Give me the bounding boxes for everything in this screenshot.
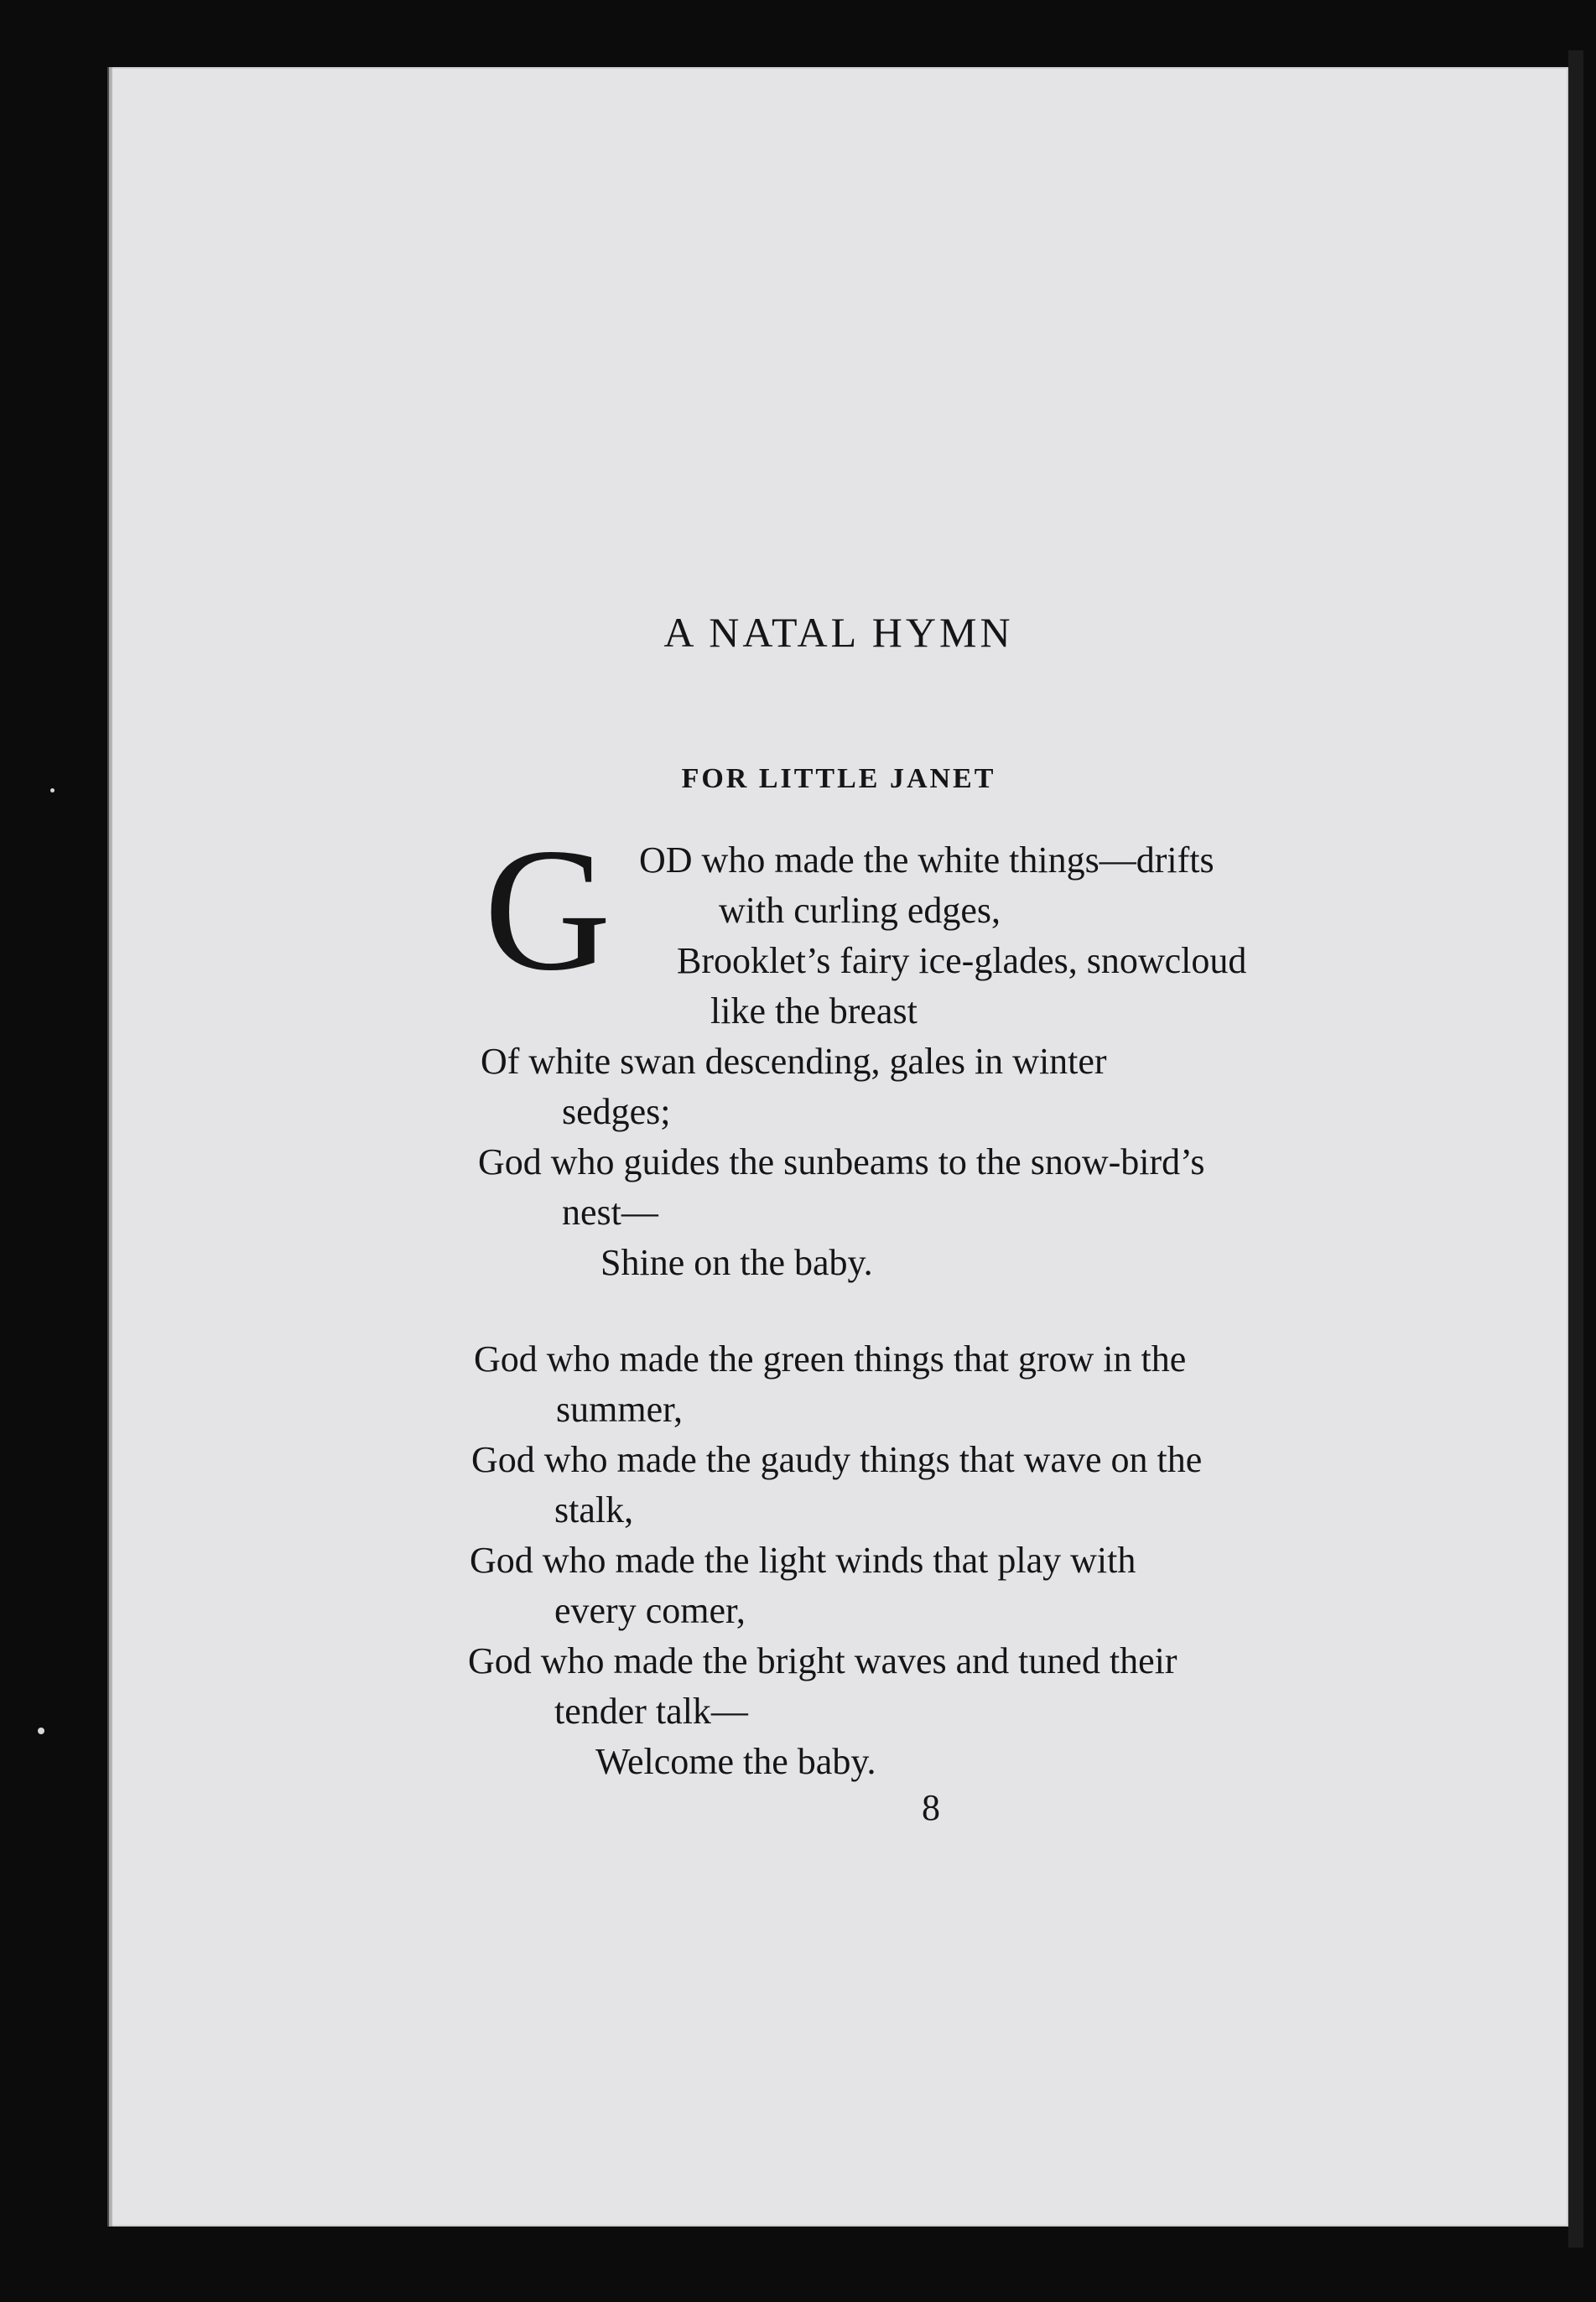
poem-line-text: OD who made the white things—drifts xyxy=(639,839,1214,881)
poem-line: God who made the gaudy things that wave on the xyxy=(471,1439,1203,1480)
book-page xyxy=(109,67,1568,2227)
poem-line: summer, xyxy=(556,1389,683,1430)
poem-line: tender talk— xyxy=(554,1691,748,1732)
poem-line: God who made the bright waves and tuned their xyxy=(468,1640,1178,1681)
poem-line: nest— xyxy=(562,1192,658,1233)
drop-cap-letter: G xyxy=(484,813,611,1007)
poem-line: like the breast xyxy=(710,990,918,1031)
poem-line: Of white swan descending, gales in winter xyxy=(481,1041,1107,1082)
poem-line: stalk, xyxy=(554,1489,634,1530)
poem-refrain: Welcome the baby. xyxy=(595,1741,876,1782)
poem-line: with curling edges, xyxy=(719,890,1001,931)
poem-dedication: FOR LITTLE JANET xyxy=(681,763,996,794)
poem-line: every comer, xyxy=(554,1590,746,1631)
poem-refrain: Shine on the baby. xyxy=(600,1242,873,1283)
poem-line: God who made the light winds that play with xyxy=(470,1540,1136,1581)
poem-line: God who guides the sunbeams to the snow-bird’s xyxy=(478,1141,1205,1182)
poem-line: sedges; xyxy=(562,1091,671,1132)
poem-line: God who made the green things that grow in the xyxy=(474,1338,1187,1380)
poem-title: A NATAL HYMN xyxy=(663,609,1014,656)
page-number: 8 xyxy=(922,1787,940,1828)
dust-speck xyxy=(38,1728,44,1734)
poem-line: Brooklet’s fairy ice-glades, snowcloud xyxy=(677,940,1247,981)
poem-line xyxy=(639,839,1503,881)
dust-speck xyxy=(50,788,55,792)
page-edge-left xyxy=(107,67,112,2227)
page-edge-right xyxy=(1568,50,1583,2247)
